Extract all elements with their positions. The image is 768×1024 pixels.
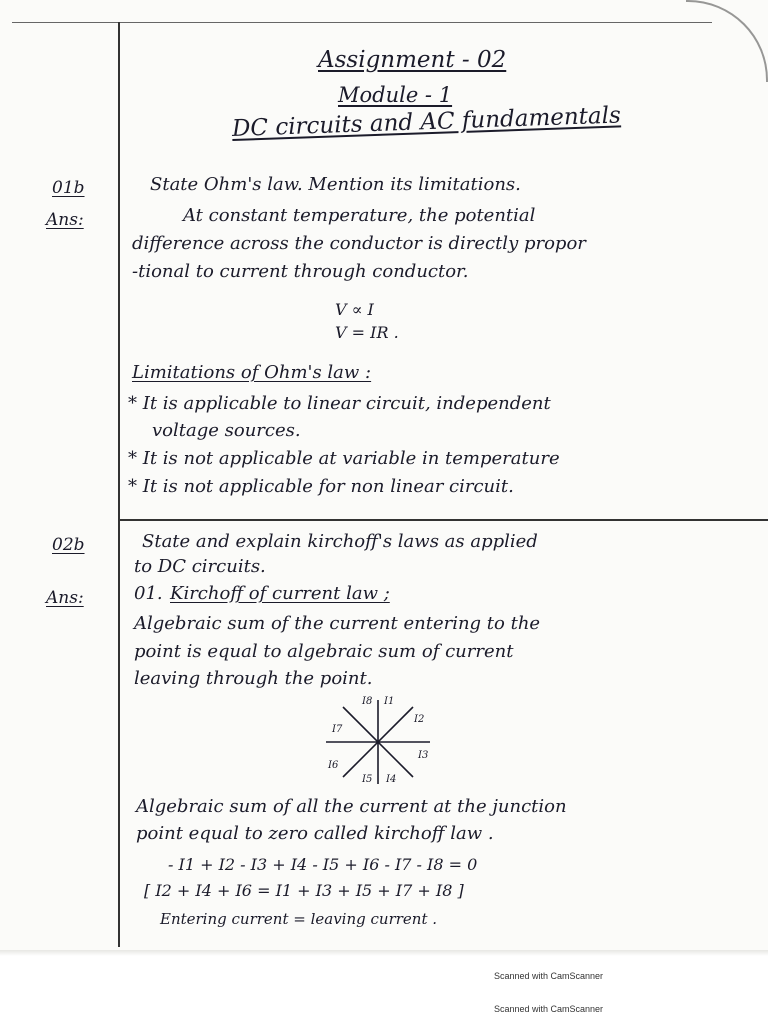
label-i3: I3 xyxy=(418,750,429,761)
kcl-equation-3: Entering current = leaving current . xyxy=(160,910,438,928)
label-i4: I4 xyxy=(386,774,397,785)
kcl-line-1: Algebraic sum of the current entering to the xyxy=(134,613,541,634)
assignment-title: Assignment - 02 xyxy=(318,47,507,73)
limitation-3: * It is not applicable for non linear circuit. xyxy=(128,476,514,497)
question-2-label: 02b xyxy=(52,535,85,555)
kcl-equation-1: - I1 + I2 - I3 + I4 - I5 + I6 - I7 - I8 = 0 xyxy=(168,855,478,874)
label-i2: I2 xyxy=(414,714,425,725)
formula-proportional: V ∝ I xyxy=(335,300,374,319)
question-1-text: State Ohm's law. Mention its limitations. xyxy=(150,174,521,195)
formula-ohms-law: V = IR . xyxy=(335,323,399,342)
label-i5: I5 xyxy=(362,774,373,785)
question-1-label: 01b xyxy=(52,178,85,198)
module-title: Module - 1 xyxy=(338,83,453,107)
limitations-heading: Limitations of Ohm's law : xyxy=(132,362,372,383)
kcl-line-3: leaving through the point. xyxy=(134,668,373,689)
scanner-watermark-1: Scanned with CamScanner xyxy=(494,971,604,981)
limitation-1: * It is applicable to linear circuit, independent xyxy=(128,393,551,414)
subject-title: DC circuits and AC fundamentals xyxy=(231,102,622,142)
kcl-equation-2: [ I2 + I4 + I6 = I1 + I3 + I5 + I7 + I8 ] xyxy=(144,881,464,900)
question-2-line-1: State and explain kirchoff's laws as applied xyxy=(142,531,538,552)
label-i1: I1 xyxy=(384,696,395,707)
answer-1-line-2: difference across the conductor is directly propor xyxy=(132,233,586,254)
top-rule xyxy=(12,22,712,23)
label-i6: I6 xyxy=(328,760,339,771)
kcl-junction-diagram xyxy=(318,692,448,792)
limitation-1-cont: voltage sources. xyxy=(152,420,301,441)
answer-2-label: Ans: xyxy=(46,588,84,608)
page-curl xyxy=(686,0,768,82)
page-shadow xyxy=(0,950,768,956)
margin-line xyxy=(118,22,120,947)
answer-1-line-1: At constant temperature, the potential xyxy=(183,205,536,226)
answer-1-line-3: -tional to current through conductor. xyxy=(132,261,469,282)
label-i7: I7 xyxy=(332,724,343,735)
question-divider xyxy=(118,519,768,521)
kcl-heading: Kirchoff of current law ; xyxy=(170,583,390,604)
limitation-2: * It is not applicable at variable in temperature xyxy=(128,448,560,469)
scanner-watermark-2: Scanned with CamScanner xyxy=(494,1004,604,1014)
kcl-conclusion-2: point equal to zero called kirchoff law . xyxy=(136,823,494,844)
label-i8: I8 xyxy=(362,696,373,707)
kcl-prefix: 01. xyxy=(134,583,163,604)
question-2-line-2: to DC circuits. xyxy=(134,556,266,577)
kcl-conclusion-1: Algebraic sum of all the current at the junction xyxy=(136,796,567,817)
kcl-line-2: point is equal to algebraic sum of current xyxy=(134,641,514,662)
answer-1-label: Ans: xyxy=(46,210,84,230)
